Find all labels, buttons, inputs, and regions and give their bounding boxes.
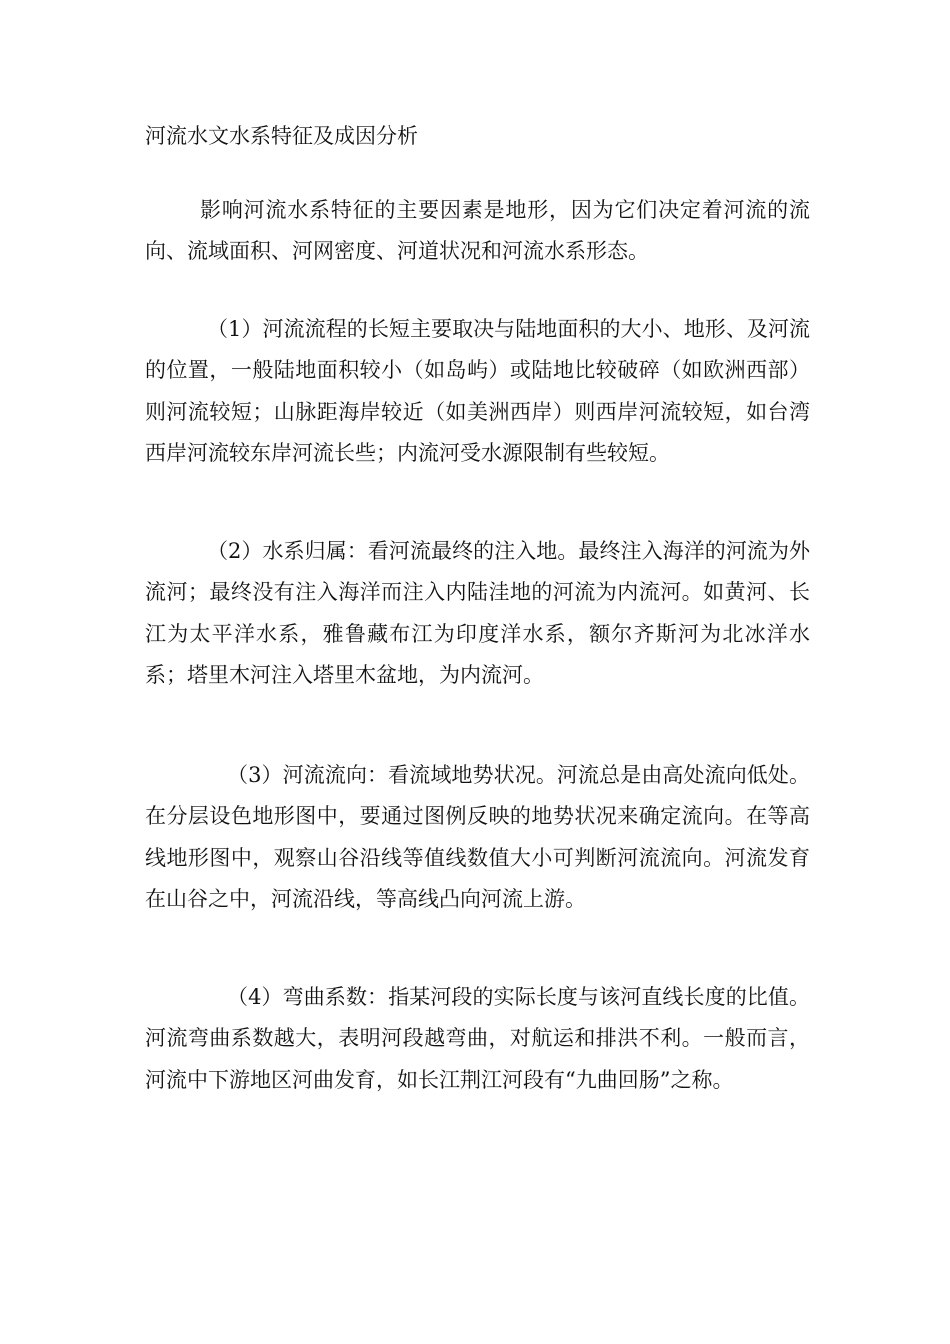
document-title: 河流水文水系特征及成因分析 bbox=[145, 124, 418, 148]
paragraph-river-length: （1）河流流程的长短主要取决与陆地面积的大小、地形、及河流的位置，一般陆地面积较小（如岛屿）或陆地比较破碎（如欧洲西部）则河流较短；山脉距海岸较近（如美洲西岸）则西岸河流较短，如台湾西岸河流较东岸河流长些；内流河受水源限制有些较短。 bbox=[145, 317, 810, 465]
paragraph-drainage-system: （2）水系归属：看河流最终的注入地。最终注入海洋的河流为外流河；最终没有注入海洋而注入内陆洼地的河流为内流河。如黄河、长江为太平洋水系，雅鲁藏布江为印度洋水系，额尔齐斯河为北冰洋水系；塔里木河注入塔里木盆地，为内流河。 bbox=[145, 539, 810, 687]
intro-paragraph: 影响河流水系特征的主要因素是地形，因为它们决定着河流的流向、流域面积、河网密度、河道状况和河流水系形态。 bbox=[145, 198, 810, 264]
paragraph-sinuosity: （4）弯曲系数：指某河段的实际长度与该河直线长度的比值。河流弯曲系数越大，表明河段越弯曲，对航运和排洪不利。一般而言，河流中下游地区河曲发育，如长江荆江河段有“九曲回肠”之称。 bbox=[145, 985, 810, 1092]
paragraph-flow-direction: （3）河流流向：看流域地势状况。河流总是由高处流向低处。在分层设色地形图中，要通过图例反映的地势状况来确定流向。在等高线地形图中，观察山谷沿线等值线数值大小可判断河流流向。河流发育在山谷之中，河流沿线，等高线凸向河流上游。 bbox=[145, 763, 810, 911]
